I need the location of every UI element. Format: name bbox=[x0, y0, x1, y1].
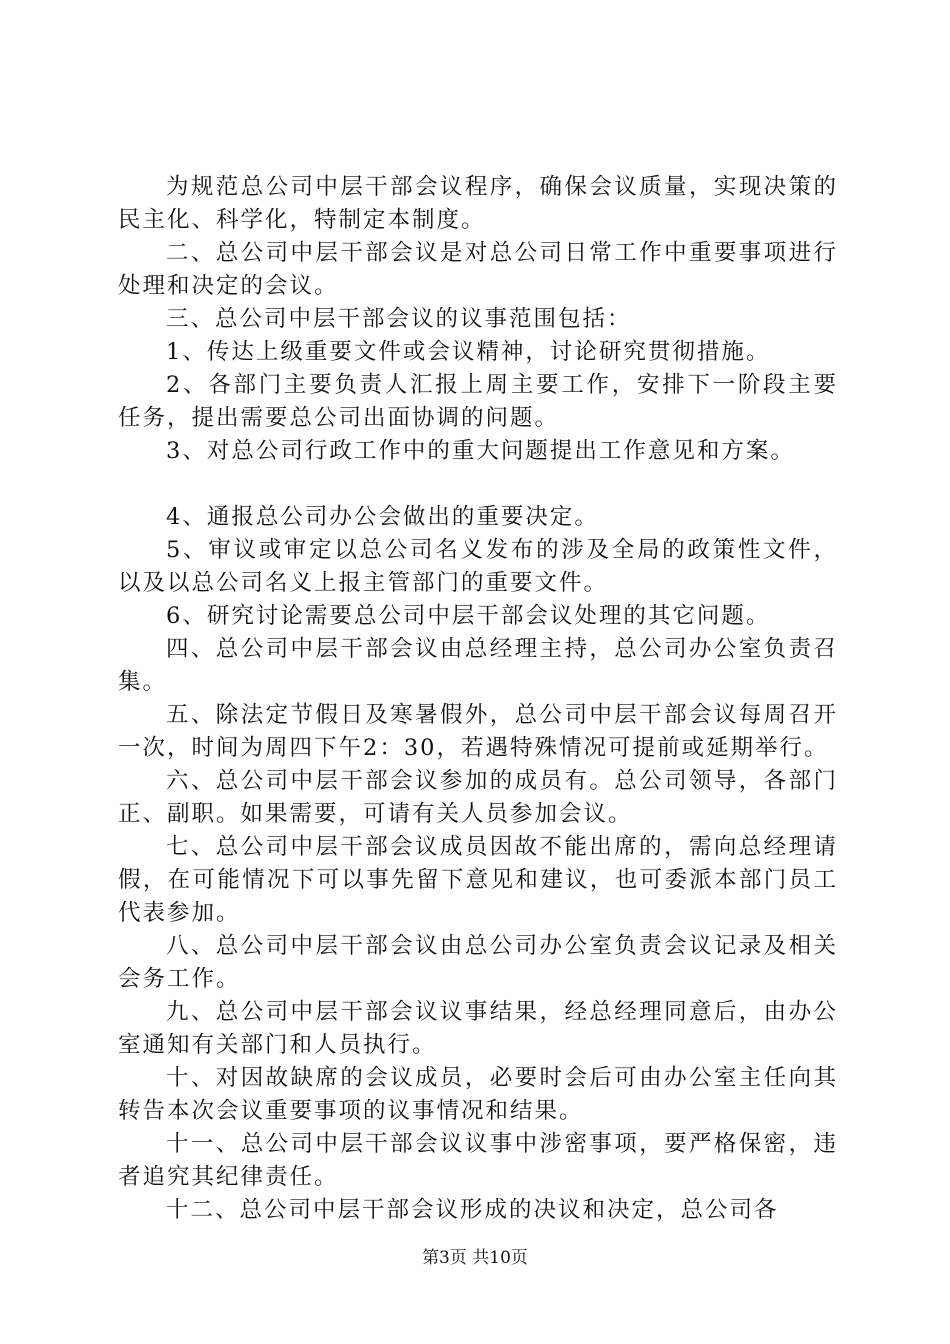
paragraph: 十、对因故缺席的会议成员，必要时会后可由办公室主任向其转告本次会议重要事项的议事情况和结果。 bbox=[118, 1065, 838, 1124]
paragraph: 十二、总公司中层干部会议形成的决议和决定，总公司各 bbox=[166, 1197, 779, 1223]
paragraph: 八、总公司中层干部会议由总公司办公室负责会议记录及相关会务工作。 bbox=[118, 933, 838, 992]
paragraph: 3、对总公司行政工作中的重大问题提出工作意见和方案。 bbox=[166, 438, 795, 464]
blank-line bbox=[118, 468, 838, 501]
paragraph: 五、除法定节假日及寒暑假外，总公司中层干部会议每周召开一次，时间为周四下午2：30，若遇特殊情况可提前或延期举行。 bbox=[118, 702, 838, 761]
paragraph: 九、总公司中层干部会议议事结果，经总经理同意后，由办公室通知有关部门和人员执行。 bbox=[118, 999, 838, 1058]
paragraph: 十一、总公司中层干部会议议事中涉密事项，要严格保密，违者追究其纪律责任。 bbox=[118, 1131, 838, 1190]
page-number-footer: 第3页 共10页 bbox=[422, 1248, 528, 1268]
document-body bbox=[118, 171, 838, 1227]
paragraph: 二、总公司中层干部会议是对总公司日常工作中重要事项进行处理和决定的会议。 bbox=[118, 240, 838, 299]
paragraph: 三、总公司中层干部会议的议事范围包括： bbox=[166, 306, 632, 332]
paragraph: 四、总公司中层干部会议由总经理主持，总公司办公室负责召集。 bbox=[118, 636, 838, 695]
paragraph: 1、传达上级重要文件或会议精神，讨论研究贯彻措施。 bbox=[166, 339, 771, 365]
paragraph: 七、总公司中层干部会议成员因故不能出席的，需向总经理请假，在可能情况下可以事先留下意见和建议，也可委派本部门员工代表参加。 bbox=[118, 834, 838, 926]
paragraph: 为规范总公司中层干部会议程序，确保会议质量，实现决策的民主化、科学化，特制定本制度。 bbox=[118, 174, 838, 233]
paragraph: 2、各部门主要负责人汇报上周主要工作，安排下一阶段主要任务，提出需要总公司出面协调的问题。 bbox=[118, 372, 838, 431]
paragraph: 6、研究讨论需要总公司中层干部会议处理的其它问题。 bbox=[166, 603, 771, 629]
paragraph: 5、审议或审定以总公司名义发布的涉及全局的政策性文件，以及以总公司名义上报主管部门的重要文件。 bbox=[118, 537, 838, 596]
paragraph: 4、通报总公司办公会做出的重要决定。 bbox=[166, 504, 599, 530]
paragraph: 六、总公司中层干部会议参加的成员有。总公司领导，各部门正、副职。如果需要，可请有关人员参加会议。 bbox=[118, 768, 838, 827]
